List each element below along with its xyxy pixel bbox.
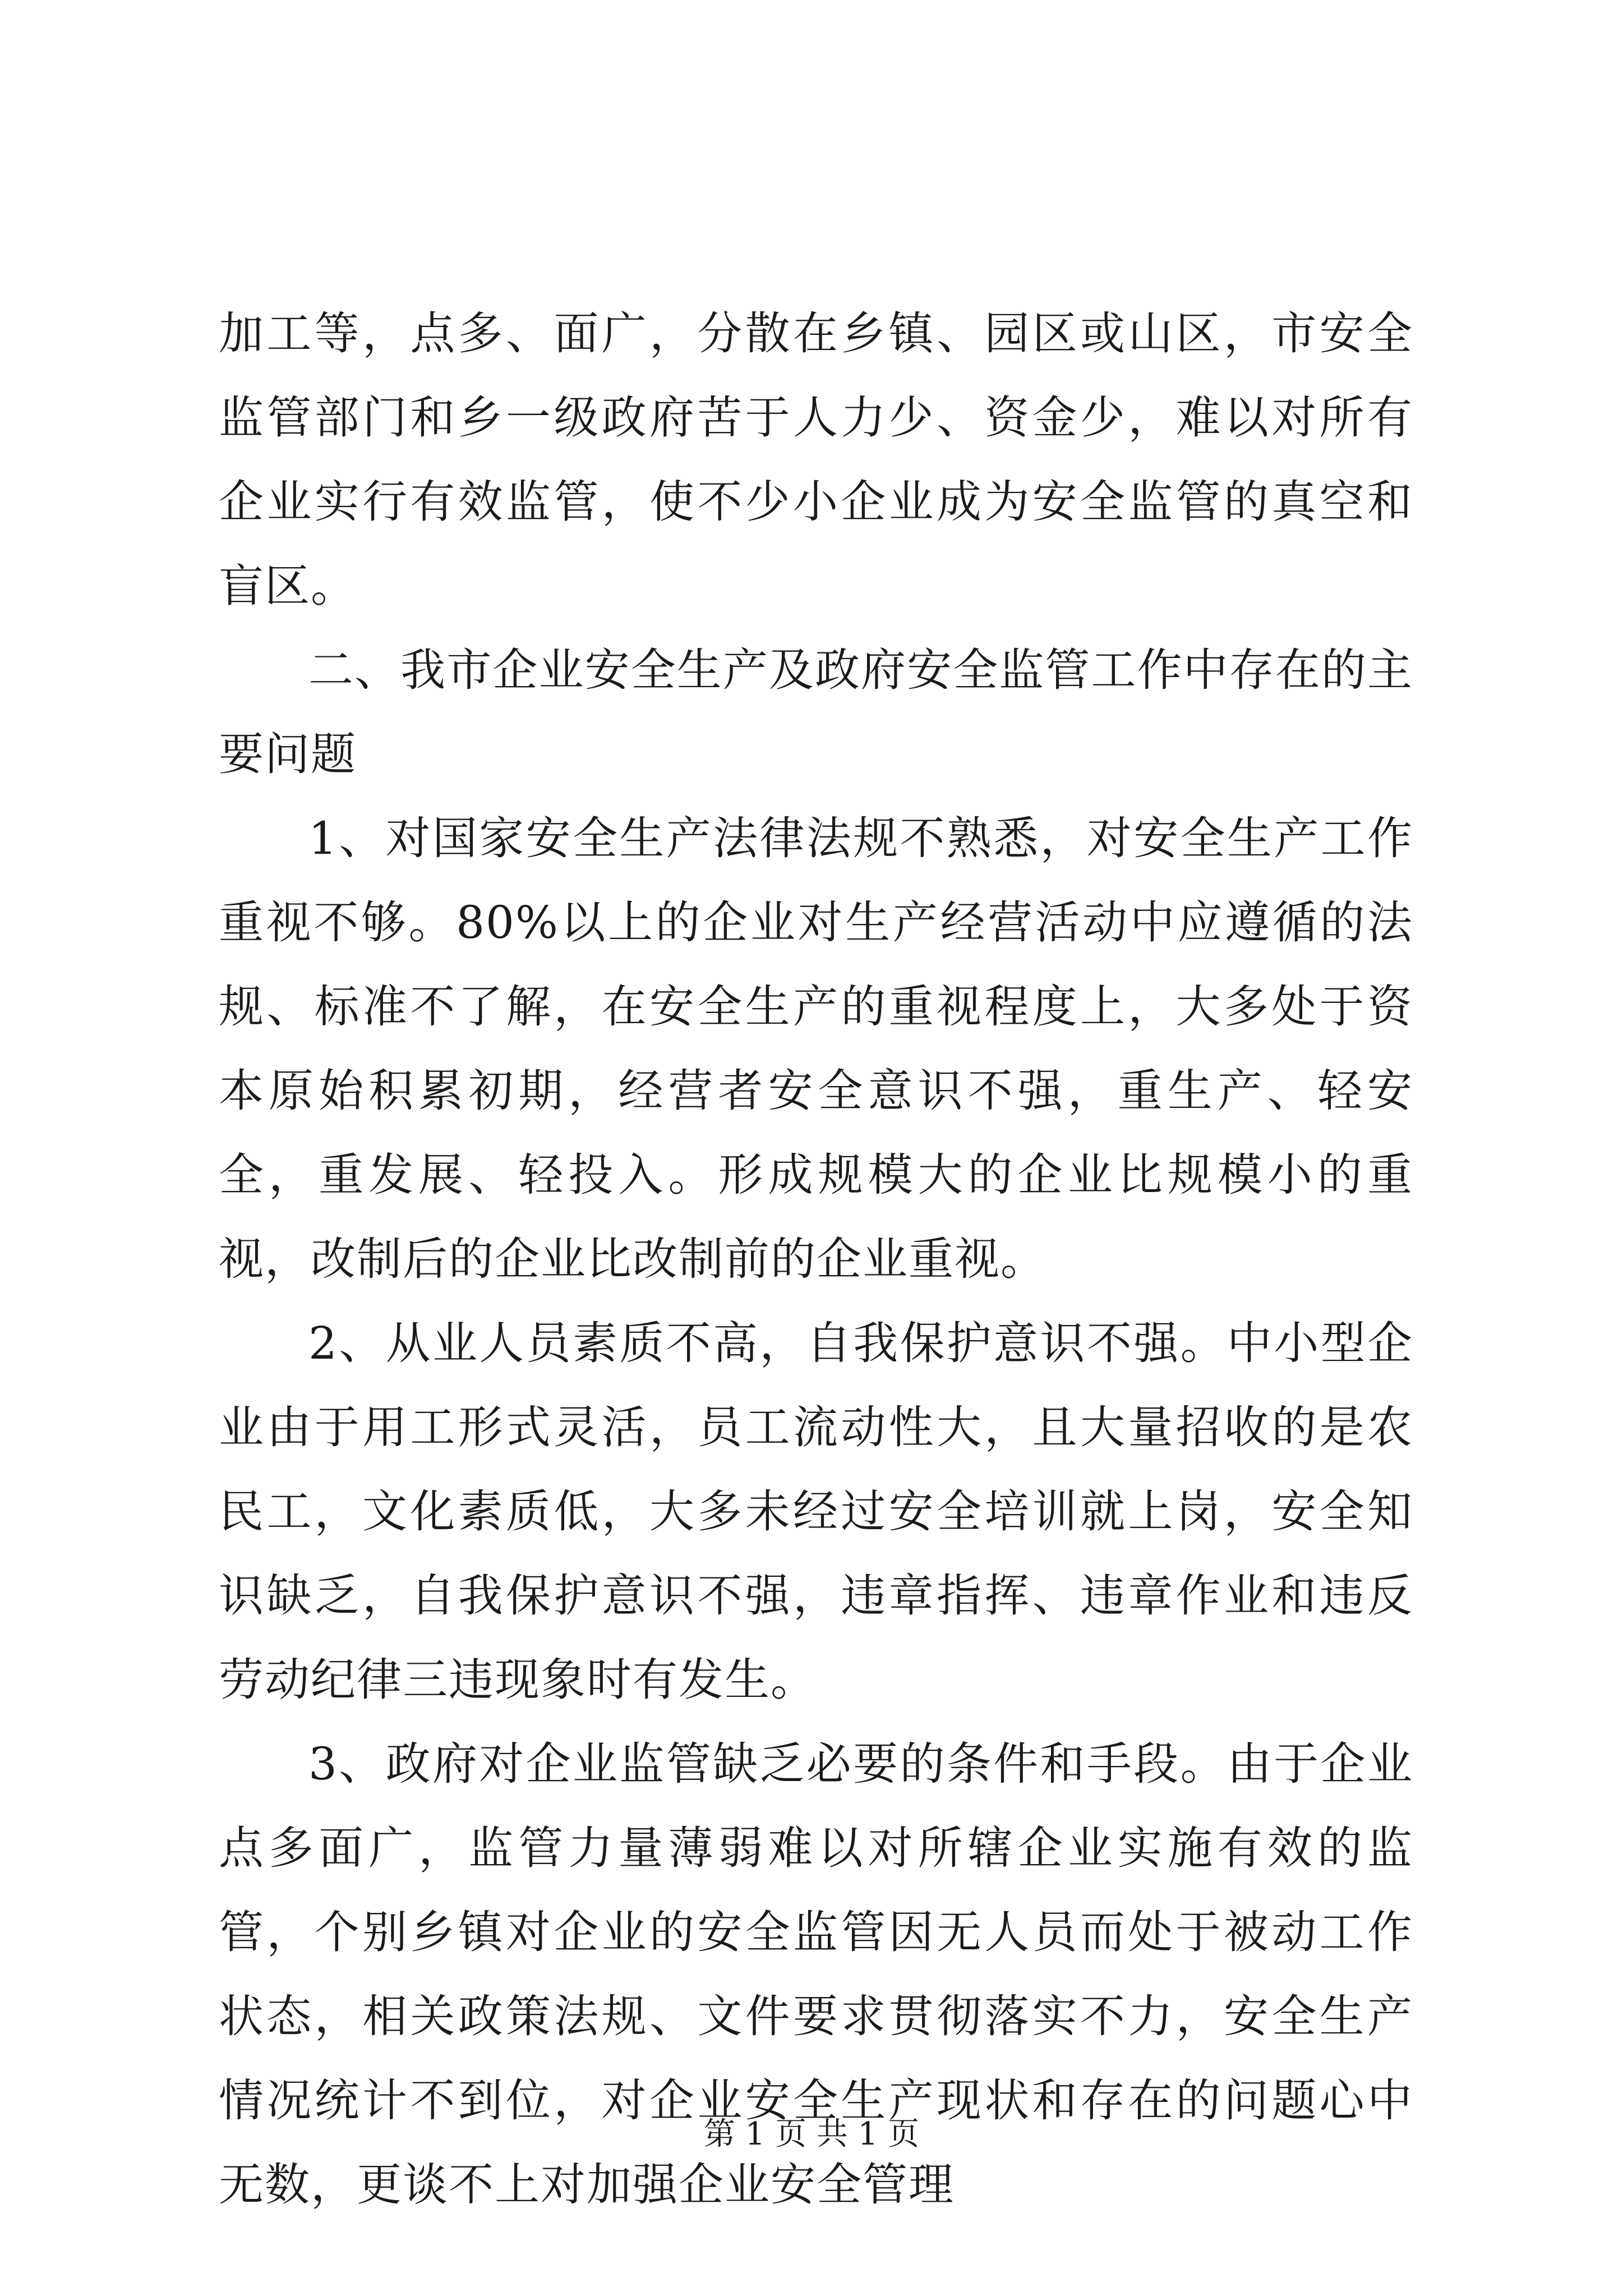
page-number-label: 第 1 页 共 1 页 (703, 2116, 920, 2152)
document-body (219, 292, 1413, 2227)
paragraph-item-1: 1、对国家安全生产法律法规不熟悉，对安全生产工作重视不够。80%以上的企业对生产经营活动中应遵循的法规、标准不了解，在安全生产的重视程度上，大多处于资本原始积累初期，经营者安全意识不强，重生产、轻安全，重发展、轻投入。形成规模大的企业比规模小的重视，改制后的企业比改制前的企业重视。 (219, 812, 1413, 1285)
page-footer (0, 2112, 1623, 2157)
paragraph-item-2: 2、从业人员素质不高，自我保护意识不强。中小型企业由于用工形式灵活，员工流动性大，且大量招收的是农民工，文化素质低，大多未经过安全培训就上岗，安全知识缺乏，自我保护意识不强，违章指挥、违章作业和违反劳动纪律三违现象时有发生。 (219, 1317, 1413, 1706)
section-heading: 二、我市企业安全生产及政府安全监管工作中存在的主要问题 (219, 644, 1413, 780)
paragraph-item-3: 3、政府对企业监管缺乏必要的条件和手段。由于企业点多面广，监管力量薄弱难以对所辖企业实施有效的监管，个别乡镇对企业的安全监管因无人员而处于被动工作状态，相关政策法规、文件要求贯彻落实不力，安全生产情况统计不到位，对企业安全生产现状和存在的问题心中无数，更谈不上对加强企业安全管理 (219, 1738, 1413, 2211)
paragraph-continuation: 加工等，点多、面广，分散在乡镇、园区或山区，市安全监管部门和乡一级政府苦于人力少、资金少，难以对所有企业实行有效监管，使不少小企业成为安全监管的真空和盲区。 (219, 307, 1413, 612)
